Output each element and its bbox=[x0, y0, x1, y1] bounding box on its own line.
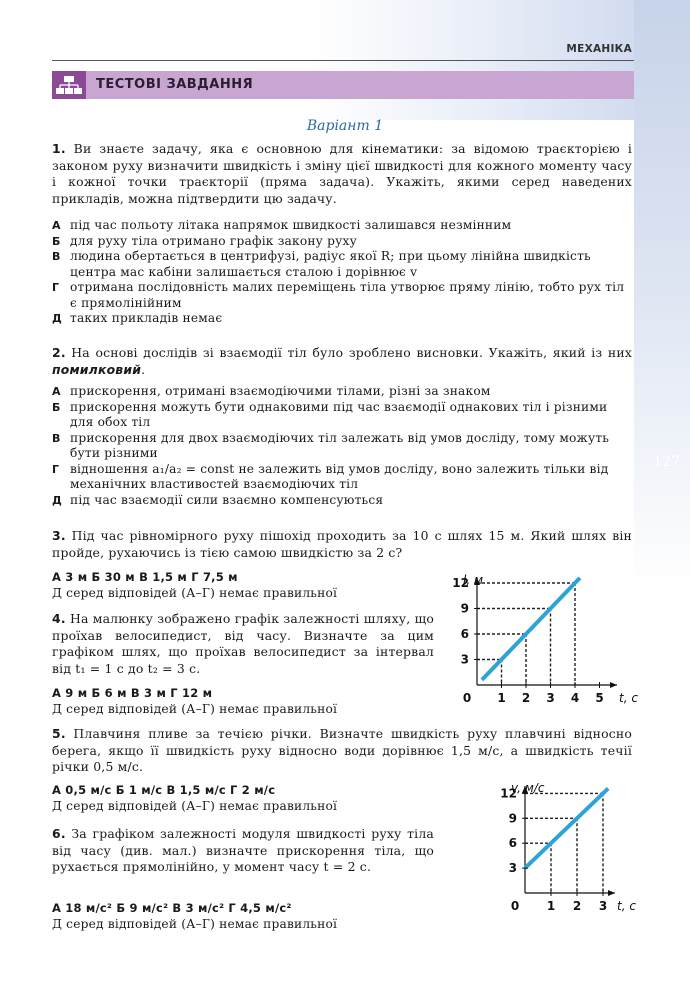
y-tick-label: 12 bbox=[500, 786, 517, 801]
answer-options-row[interactable]: А 3 м Б 30 м В 1,5 м Г 7,5 м bbox=[52, 570, 238, 584]
q5-options bbox=[52, 783, 422, 814]
answer-option-none[interactable]: Д серед відповідей (А–Г) немає правильної bbox=[52, 798, 338, 813]
x-tick-label: 1 bbox=[497, 691, 506, 705]
answer-option[interactable]: Б прискорення можуть бути однаковими під час взаємодії однакових тіл і різними для обох тіл bbox=[52, 399, 608, 429]
y-tick-label: 9 bbox=[508, 811, 517, 826]
y-tick-label: 9 bbox=[460, 601, 469, 616]
y-axis-label: l, м bbox=[463, 573, 484, 587]
header-rule bbox=[52, 60, 634, 61]
y-tick-label: 6 bbox=[508, 836, 517, 851]
answer-option[interactable]: Д таких прикладів немає bbox=[52, 311, 223, 325]
answer-option[interactable]: Б для руху тіла отримано графік закону руху bbox=[52, 233, 357, 248]
answer-option[interactable]: Д під час взаємодії сили взаємно компенсуються bbox=[52, 492, 384, 507]
x-tick-label: 4 bbox=[570, 691, 580, 705]
answer-option[interactable]: В прискорення для двох взаємодіючих тіл залежать від умов досліду, тому можуть бути різними bbox=[52, 430, 610, 460]
x-tick-label: 3 bbox=[546, 691, 555, 705]
data-line bbox=[525, 788, 608, 868]
question-number: 2. bbox=[52, 345, 66, 360]
x-tick-label: 1 bbox=[546, 899, 556, 913]
question-text: На основі дослідів зі взаємодії тіл було зроблено висновки. Укажіть, який із них bbox=[71, 345, 633, 360]
question-6 bbox=[52, 826, 434, 876]
question-2: 2. На основі дослідів зі взаємодії тіл було зроблено висновки. Укажіть, який із них помилковий. bbox=[52, 345, 633, 377]
x-tick-label: 5 bbox=[595, 691, 604, 705]
y-tick-label: 3 bbox=[460, 652, 469, 667]
answer-option[interactable]: А під час польоту літака напрямок швидкості залишався незмінним bbox=[52, 218, 512, 232]
x-axis-arrow bbox=[610, 682, 617, 688]
question-number: 5. bbox=[52, 726, 66, 741]
path-time-graph bbox=[430, 572, 640, 712]
answer-option[interactable]: Г відношення a₁/a₂ = const не залежить від умов досліду, воно залежить тільки від механічних властивостей взаємодіючих тіл bbox=[52, 461, 609, 491]
y-axis-label: v, м/с bbox=[511, 781, 545, 795]
question-number: 1. bbox=[52, 141, 66, 156]
answer-option[interactable]: А прискорення, отримані взаємодіючими тілами, різні за знаком bbox=[52, 384, 491, 398]
question-3 bbox=[52, 528, 632, 561]
question-text: Плавчиня пливе за течією річки. Визначте швидкість руху плавчині відносно берега, якщо її швидкість руху відносно води дорівнює 1,5 м/с, а швидкість течії річки 0,5 м/с. bbox=[52, 726, 633, 774]
y-tick-label: 12 bbox=[452, 576, 469, 590]
question-4 bbox=[52, 611, 434, 677]
question-number: 4. bbox=[52, 611, 66, 626]
data-line bbox=[482, 578, 580, 680]
q4-options bbox=[52, 686, 422, 717]
answer-option-none[interactable]: Д серед відповідей (А–Г) немає правильної bbox=[52, 585, 338, 600]
q3-options bbox=[52, 570, 422, 601]
section-title: МЕХАНІКА bbox=[566, 43, 632, 55]
question-5 bbox=[52, 726, 632, 776]
x-tick-label: 2 bbox=[521, 691, 531, 705]
q2-options bbox=[52, 384, 632, 508]
x-axis-label: t, с bbox=[619, 691, 638, 705]
question-text: Ви знаєте задачу, яка є основною для кінематики: за відомою траєкторією і законом руху визначити швидкість і зміну цієї швидкості для кожного моменту часу і кожної точки траєкторії (пряма задача). Укажіть, якими серед наведених прикладів, можна підтвердити цю задачу. bbox=[52, 141, 632, 206]
answer-option-none[interactable]: Д серед відповідей (А–Г) немає правильної bbox=[52, 916, 338, 931]
question-1 bbox=[52, 141, 632, 207]
answer-options-row[interactable]: А 9 м Б 6 м В 3 м Г 12 м bbox=[52, 686, 213, 700]
q6-options bbox=[52, 901, 442, 932]
x-tick-label: 3 bbox=[598, 899, 608, 913]
answer-option[interactable]: Г отримана послідовність малих переміщень тіла утворює пряму лінію, тобто рух тіл є прямолінійним bbox=[52, 280, 625, 310]
page-number: 127 bbox=[653, 454, 680, 470]
velocity-time-graph bbox=[470, 780, 645, 932]
question-number: 3. bbox=[52, 528, 66, 543]
x-axis-arrow bbox=[608, 890, 615, 896]
answer-option[interactable]: В людина обертається в центрифузі, радіус якої R; при цьому лінійна швидкість центра мас кабіни залишається сталою і дорівнює v bbox=[52, 249, 591, 279]
question-number: 6. bbox=[52, 826, 66, 841]
question-text: Під час рівномірного руху пішохід проходить за 10 с шлях 15 м. Який шлях він пройде, рухаючись із тією самою швидкістю за 2 с? bbox=[52, 528, 633, 560]
banner-title: ТЕСТОВІ ЗАВДАННЯ bbox=[96, 77, 254, 92]
x-tick-label: 0 bbox=[462, 691, 472, 705]
answer-options-row[interactable]: А 18 м/с² Б 9 м/с² В 3 м/с² Г 4,5 м/с² bbox=[52, 901, 292, 915]
question-text: За графіком залежності модуля швидкості руху тіла від часу (див. мал.) визначте прискорення тіла, що рухається прямолінійно, у момент часу t = 2 с. bbox=[52, 826, 435, 874]
answer-options-row[interactable]: А 0,5 м/с Б 1 м/с В 1,5 м/с Г 2 м/с bbox=[52, 783, 276, 797]
x-axis-label: t, с bbox=[617, 899, 636, 913]
hierarchy-icon bbox=[52, 71, 86, 99]
x-tick-label: 0 bbox=[510, 899, 520, 913]
y-tick-label: 3 bbox=[508, 861, 517, 876]
y-tick-label: 6 bbox=[460, 627, 469, 641]
variant-title: Варіант 1 bbox=[306, 118, 384, 134]
x-tick-label: 2 bbox=[572, 899, 582, 913]
question-emphasis: помилковий bbox=[52, 361, 142, 377]
question-text: На малюнку зображено графік залежності шляху, що проїхав велосипедист, від часу. Визначте за цим графіком шлях, що проїхав велосипедист за інтервал від t₁ = 1 с до t₂ = 3 с. bbox=[52, 611, 434, 676]
answer-option-none[interactable]: Д серед відповідей (А–Г) немає правильної bbox=[52, 701, 338, 716]
q1-options bbox=[52, 218, 632, 327]
